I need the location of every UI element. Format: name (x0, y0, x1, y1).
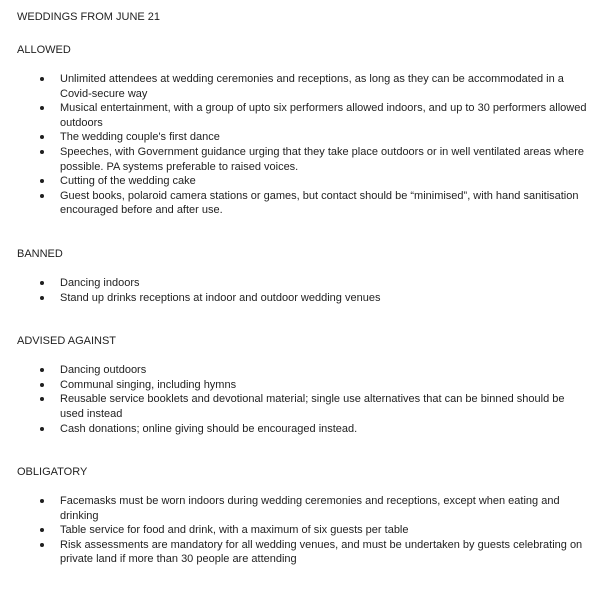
banned-list (17, 276, 587, 305)
list-item: Stand up drinks receptions at indoor and outdoor wedding venues (17, 291, 587, 306)
document-title: WEDDINGS FROM JUNE 21 (17, 11, 161, 23)
list-item: Communal singing, including hymns (17, 378, 587, 393)
list-item: Reusable service booklets and devotional material; single use alternatives that can be binned should be used instead (17, 392, 587, 421)
list-item: Facemasks must be worn indoors during wedding ceremonies and receptions, except when eating and drinking (17, 494, 587, 523)
list-item: Cash donations; online giving should be encouraged instead. (17, 422, 587, 437)
section-heading-obligatory: OBLIGATORY (17, 466, 88, 479)
allowed-list (17, 72, 587, 218)
list-item: The wedding couple's first dance (17, 130, 587, 145)
section-heading-banned: BANNED (17, 247, 63, 260)
list-item: Speeches, with Government guidance urging that they take place outdoors or in well ventilated areas where possible. PA systems preferable to raised voices. (17, 145, 587, 174)
section-advised-against (17, 334, 587, 436)
list-item: Cutting of the wedding cake (17, 174, 587, 189)
obligatory-list (17, 494, 587, 567)
section-heading-allowed: ALLOWED (17, 44, 71, 56)
section-banned (17, 247, 587, 305)
advised-against-list (17, 363, 587, 436)
section-heading-advised-against: ADVISED AGAINST (17, 335, 117, 348)
list-item: Guest books, polaroid camera stations or games, but contact should be “minimised”, with hand sanitisation encouraged before and after use. (17, 189, 587, 218)
section-obligatory (17, 465, 587, 567)
document (17, 10, 587, 596)
section-allowed (17, 43, 587, 218)
list-item: Musical entertainment, with a group of upto six performers allowed indoors, and up to 30 performers allowed outdoors (17, 101, 587, 130)
list-item: Risk assessments are mandatory for all wedding venues, and must be undertaken by guests celebrating on private land if more than 30 people are attending (17, 538, 587, 567)
list-item: Unlimited attendees at wedding ceremonies and receptions, as long as they can be accommodated in a Covid-secure way (17, 72, 587, 101)
list-item: Dancing outdoors (17, 363, 587, 378)
list-item: Table service for food and drink, with a maximum of six guests per table (17, 523, 587, 538)
list-item: Dancing indoors (17, 276, 587, 291)
